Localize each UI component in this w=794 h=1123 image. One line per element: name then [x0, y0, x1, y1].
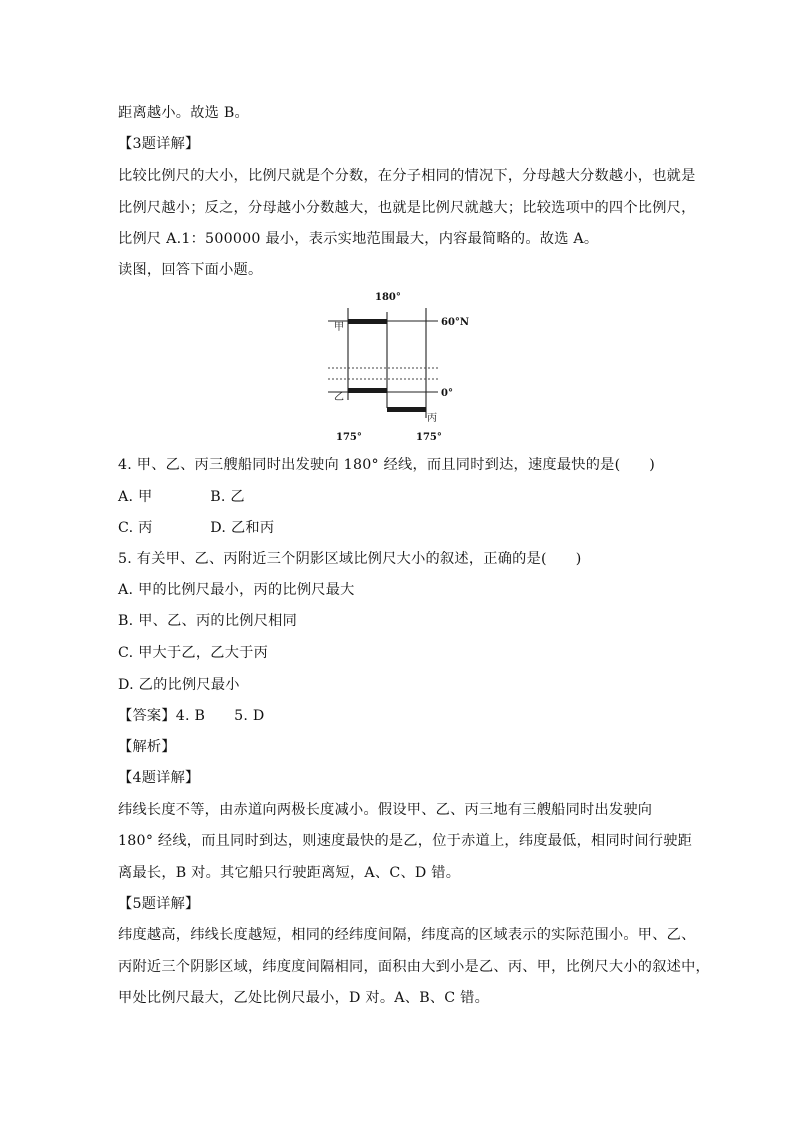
text-line: 比例尺 A.1：500000 最小，表示实地范围最大，内容最简略的。故选 A。 [118, 231, 599, 247]
option-line: A. 甲的比例尺最小，丙的比例尺最大 [118, 582, 355, 598]
text-line: 甲处比例尺最大，乙处比例尺最小，D 对。A、B、C 错。 [118, 990, 490, 1006]
option-line: A. 甲 B. 乙 [118, 489, 245, 505]
label-equator: 0° [441, 388, 453, 399]
text-line: 丙附近三个阴影区域，纬度度间隔相同，面积由大到小是乙、丙、甲，比例尺大小的叙述中， [118, 959, 710, 975]
question-5: 5. 有关甲、乙、丙附近三个阴影区域比例尺大小的叙述，正确的是( ) [118, 551, 582, 567]
option-line: C. 丙 D. 乙和丙 [118, 520, 275, 536]
text-line: 180° 经线，而且同时到达，则速度最快的是乙，位于赤道上，纬度最低，相同时间行驶距 [118, 833, 693, 849]
section-heading-q3: 【3题详解】 [118, 136, 200, 152]
label-jia: 甲 [334, 322, 344, 333]
text-line: 比例尺越小；反之，分母越小分数越大，也就是比例尺就越大；比较选项中的四个比例尺， [118, 200, 696, 216]
analysis-heading: 【解析】 [118, 739, 176, 755]
text-line: 纬线长度不等，由赤道向两极长度减小。假设甲、乙、丙三地有三艘船同时出发驶向 [118, 802, 653, 818]
shaded-area-bing [387, 407, 426, 412]
answer-line: 【答案】4. B 5. D [118, 708, 265, 724]
label-180: 180° [375, 292, 401, 303]
shaded-area-yi [348, 388, 387, 393]
text-line: 比较比例尺的大小，比例尺就是个分数，在分子相同的情况下，分母越大分数越小，也就是 [118, 168, 696, 184]
option-line: B. 甲、乙、丙的比例尺相同 [118, 613, 298, 629]
shaded-area-jia [348, 319, 387, 324]
text-line: 距离越小。故选 B。 [118, 105, 249, 121]
instruction-line: 读图，回答下面小题。 [118, 262, 263, 278]
label-bing: 丙 [427, 413, 437, 424]
section-heading-q5: 【5题详解】 [118, 896, 200, 912]
label-175-right: 175° [416, 432, 442, 443]
text-line: 纬度越高，纬线长度越短，相同的经纬度间隔，纬度高的区域表示的实际范围小。甲、乙、 [118, 927, 696, 943]
option-line: D. 乙的比例尺最小 [118, 677, 240, 693]
label-yi: 乙 [334, 392, 344, 403]
map-figure [320, 288, 480, 448]
label-60n: 60°N [441, 317, 470, 328]
section-heading-q4: 【4题详解】 [118, 770, 200, 786]
label-175-left: 175° [336, 432, 362, 443]
graticule-diagram [320, 288, 480, 448]
text-line: 离最长，B 对。其它船只行驶距离短，A、C、D 错。 [118, 865, 461, 881]
question-4: 4. 甲、乙、丙三艘船同时出发驶向 180° 经线，而且同时到达，速度最快的是( ) [118, 457, 656, 473]
option-line: C. 甲大于乙，乙大于丙 [118, 645, 269, 661]
